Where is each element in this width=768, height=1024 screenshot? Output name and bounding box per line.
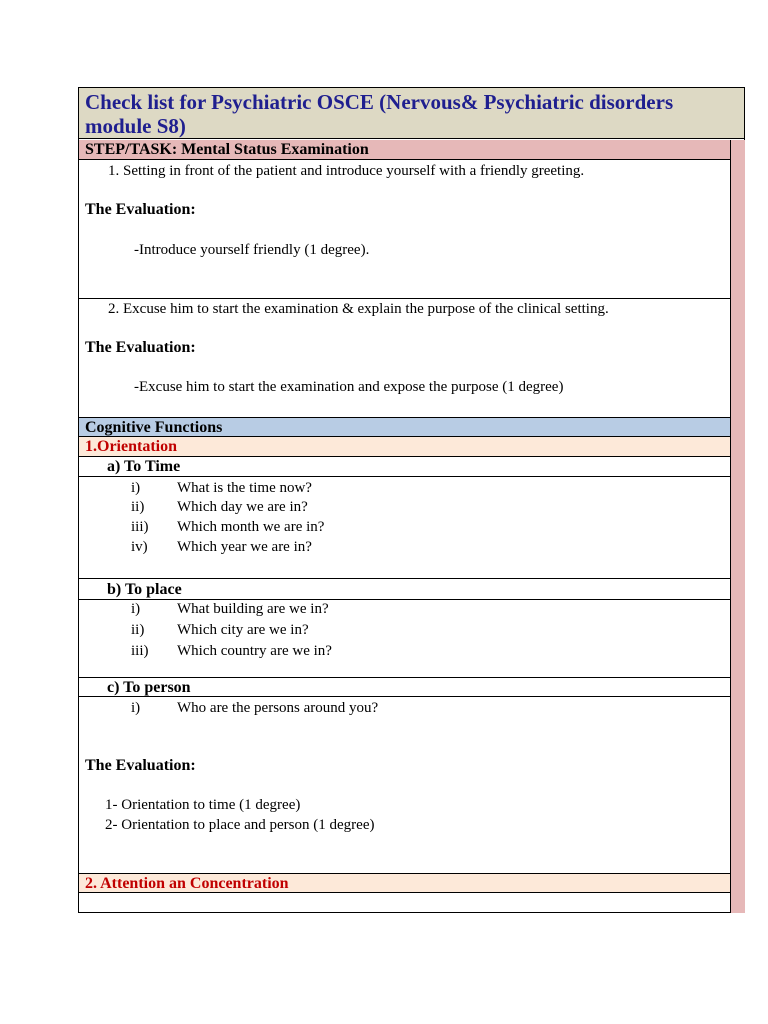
step-task-header: STEP/TASK: Mental Status Examination [79, 140, 730, 160]
question-item: ii) Which day we are in? [131, 499, 308, 515]
checklist-document [78, 87, 745, 913]
step-1-evaluation: -Introduce yourself friendly (1 degree). [134, 242, 370, 258]
attention-concentration-header: 2. Attention an Concentration [79, 873, 730, 893]
step-1-evaluation-label: The Evaluation: [85, 201, 196, 218]
question-item: iii) Which country are we in? [131, 643, 332, 659]
step-2-evaluation: -Excuse him to start the examination and expose the purpose (1 degree) [134, 379, 564, 395]
to-place-label: b) To place [79, 579, 730, 600]
question-item: ii) Which city are we in? [131, 622, 309, 638]
to-time-label: a) To Time [79, 457, 730, 477]
question-item: i) Who are the persons around you? [131, 700, 379, 716]
question-item: iv) Which year we are in? [131, 539, 312, 555]
document-title: Check list for Psychiatric OSCE (Nervous& Psychiatric disorders module S8) [79, 88, 744, 139]
orientation-header: 1.Orientation [79, 437, 730, 457]
divider [79, 298, 730, 299]
orientation-evaluation-item: 2- Orientation to place and person (1 degree) [105, 817, 375, 833]
step-2-text: 2. Excuse him to start the examination & explain the purpose of the clinical setting. [108, 301, 609, 317]
question-item: i) What building are we in? [131, 601, 329, 617]
orientation-evaluation-item: 1- Orientation to time (1 degree) [105, 797, 301, 813]
step-2-evaluation-label: The Evaluation: [85, 339, 196, 356]
step-1-text: 1. Setting in front of the patient and introduce yourself with a friendly greeting. [108, 163, 585, 179]
question-item: i) What is the time now? [131, 480, 312, 496]
to-person-label: c) To person [79, 678, 730, 697]
orientation-evaluation-label: The Evaluation: [85, 757, 196, 774]
cognitive-functions-header: Cognitive Functions [79, 417, 730, 437]
question-item: iii) Which month we are in? [131, 519, 325, 535]
score-column [730, 140, 745, 913]
